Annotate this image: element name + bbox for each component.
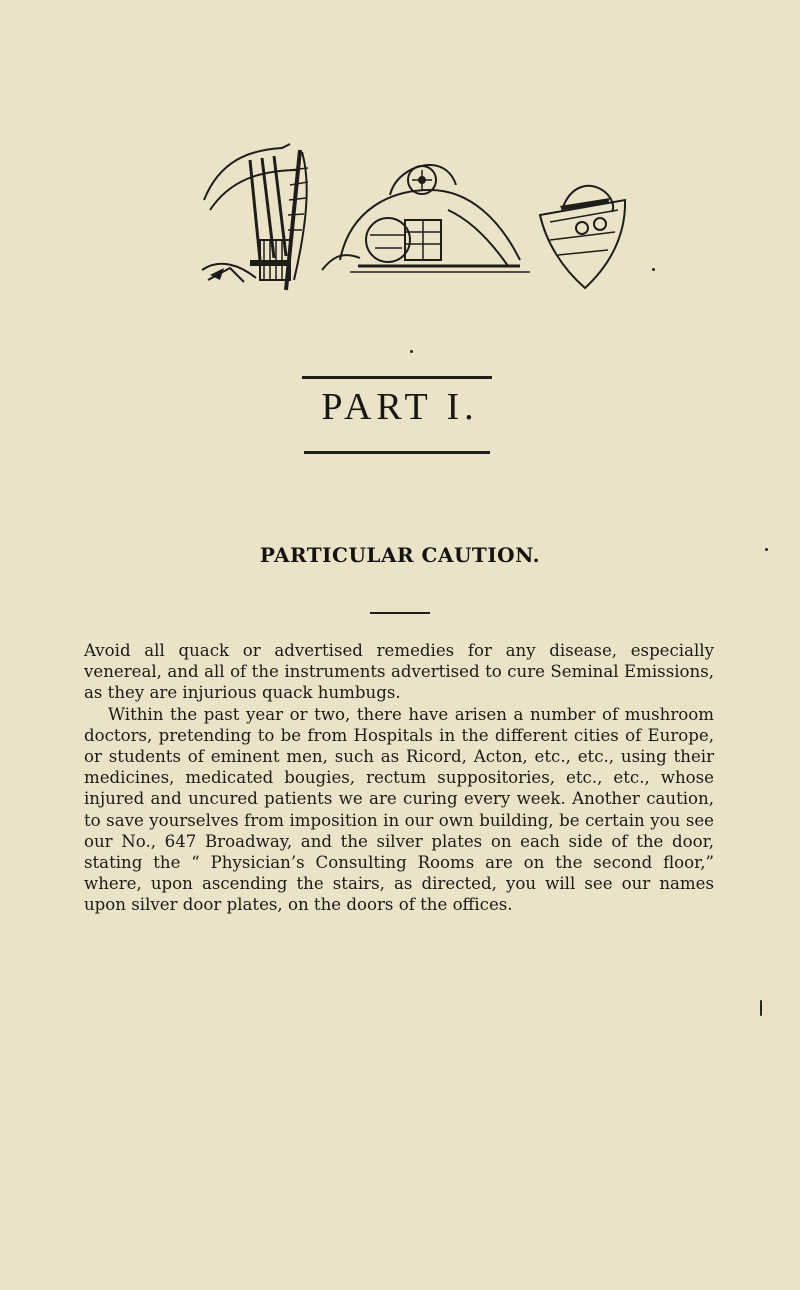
ink-speck <box>410 350 413 353</box>
ink-speck <box>765 548 768 551</box>
heading-divider <box>370 612 430 614</box>
ink-speck <box>760 1000 762 1016</box>
ink-speck <box>652 268 655 271</box>
part-title: PART I. <box>321 386 479 428</box>
engraved-ornament-illustration <box>190 140 630 300</box>
top-rule <box>302 376 492 379</box>
section-heading: PARTICULAR CAUTION. <box>259 543 541 567</box>
body-text <box>84 640 714 916</box>
paragraph-2: Within the past year or two, there have arisen a number of mushroom doctors, pretending to be from Hospitals in the different cities of Europe, or students of eminent men, such as Ricord, Acton, etc., etc., using their medicines, medicated bougies, rectum suppositories, etc., etc., whose injured and uncured patients we are curing every week. Another caution, to save yourselves from imposition in our own building, be certain you see our No., 647 Broadway, and the silver plates on each side of the door, stating the “ Physician’s Consulting Rooms are on the second floor,” where, upon ascending the stairs, as directed, you will see our names upon silver door plates, on the doors of the offices. <box>84 704 714 915</box>
paragraph-1: Avoid all quack or advertised remedies for any disease, especially venereal, and all of the instruments advertised to cure Seminal Emissions, as they are injurious quack humbugs. <box>84 641 714 703</box>
bottom-rule <box>304 451 490 454</box>
